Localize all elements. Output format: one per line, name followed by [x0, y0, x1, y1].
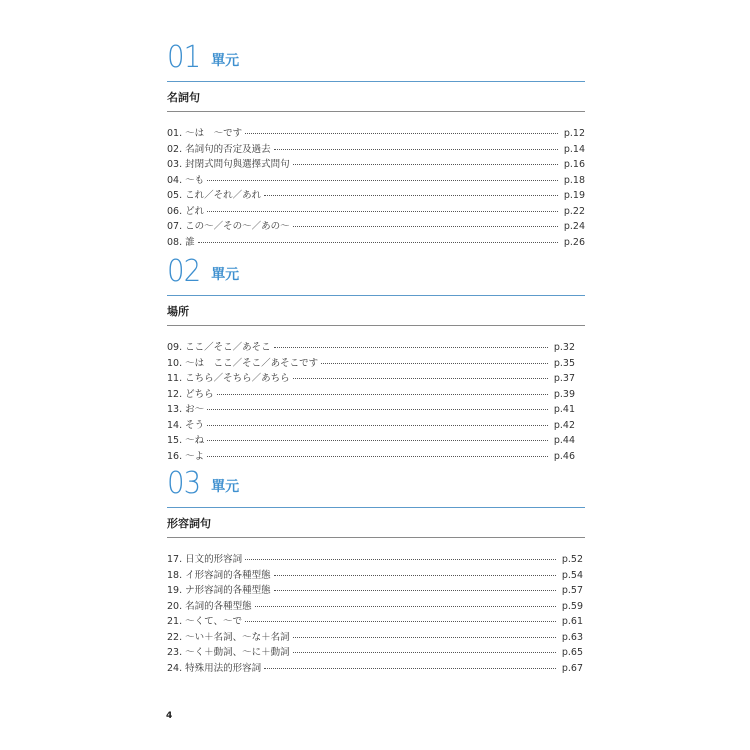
toc-entry-page: p.65 [561, 647, 583, 658]
toc-entry[interactable] [167, 417, 575, 433]
toc-entry-page: p.14 [563, 143, 585, 155]
unit-03 [167, 466, 585, 675]
section-title: 名詞句 [167, 91, 200, 104]
dot-leader [293, 164, 558, 165]
toc-entry-title: 01. ～は ～です [167, 128, 243, 139]
dot-leader [245, 133, 558, 134]
toc-entry-title: 16. ～よ [167, 450, 205, 462]
toc-entry-title: 20. 名詞的各種型態 [167, 600, 252, 612]
dot-leader [255, 606, 556, 607]
dot-leader [217, 394, 548, 395]
toc-entry-page: p.22 [563, 205, 585, 217]
toc-entry-page: p.59 [561, 600, 583, 612]
toc-list [167, 125, 585, 249]
dot-leader [274, 149, 558, 150]
toc-entry[interactable] [167, 218, 585, 234]
unit-number: 03 [167, 466, 201, 501]
toc-entry-page: p.42 [553, 419, 575, 431]
toc-entry-page: p.26 [563, 236, 585, 248]
toc-entry[interactable] [167, 613, 583, 629]
toc-entry[interactable] [167, 156, 585, 172]
unit-number: 02 [167, 254, 201, 289]
toc-entry-title: 12. どちら [167, 388, 214, 400]
toc-entry[interactable] [167, 125, 585, 141]
toc-entry-title: 08. 誰 [167, 236, 195, 248]
section-divider [167, 111, 585, 112]
dot-leader [207, 440, 548, 441]
dot-leader [274, 347, 548, 348]
dot-leader [274, 575, 556, 576]
toc-entry-page: p.54 [561, 569, 583, 581]
toc-entry[interactable] [167, 172, 585, 188]
unit-label: 單元 [211, 479, 240, 495]
page-number: 4 [166, 711, 173, 721]
toc-entry-title: 06. どれ [167, 205, 205, 217]
toc-entry-page: p.12 [563, 128, 585, 139]
toc-entry-title: 10. ～は ここ／そこ／あそこです [167, 357, 319, 369]
dot-leader [293, 226, 558, 227]
toc-entry-page: p.16 [563, 159, 585, 170]
toc-entry-title: 03. 封閉式問句與選擇式問句 [167, 159, 290, 170]
dot-leader [207, 409, 548, 410]
toc-entry-page: p.57 [561, 585, 583, 596]
section-divider [167, 325, 585, 326]
toc-entry-page: p.46 [553, 450, 575, 462]
unit-label: 單元 [211, 53, 240, 69]
toc-entry-title: 14. そう [167, 419, 205, 431]
toc-list [167, 551, 585, 675]
dot-leader [198, 242, 558, 243]
toc-entry[interactable] [167, 551, 583, 567]
toc-entry-title: 18. イ形容詞的各種型態 [167, 569, 271, 581]
dot-leader [264, 195, 558, 196]
toc-entry[interactable] [167, 339, 575, 355]
toc-entry[interactable] [167, 370, 575, 386]
toc-entry-page: p.24 [563, 221, 585, 232]
dot-leader [293, 378, 548, 379]
toc-entry-title: 21. ～くて、～で [167, 616, 242, 627]
section-title: 場所 [167, 305, 189, 318]
toc-entry-page: p.63 [561, 631, 583, 643]
toc-entry-page: p.37 [553, 373, 575, 384]
unit-divider [167, 507, 585, 508]
toc-entry-page: p.44 [553, 435, 575, 446]
dot-leader [264, 668, 556, 669]
toc-entry-page: p.39 [553, 388, 575, 400]
toc-entry-page: p.35 [553, 357, 575, 369]
unit-heading [167, 466, 585, 499]
toc-entry-page: p.32 [553, 342, 575, 353]
toc-entry[interactable] [167, 567, 583, 583]
dot-leader [274, 590, 556, 591]
toc-entry[interactable] [167, 598, 583, 614]
unit-divider [167, 81, 585, 82]
toc-entry[interactable] [167, 448, 575, 464]
toc-entry-title: 09. ここ／そこ／あそこ [167, 342, 271, 353]
toc-entry-page: p.52 [561, 554, 583, 565]
toc-entry[interactable] [167, 582, 583, 598]
toc-entry-title: 24. 特殊用法的形容詞 [167, 662, 262, 674]
toc-entry-title: 17. 日文的形容詞 [167, 554, 243, 565]
toc-entry-title: 02. 名詞句的否定及過去 [167, 143, 271, 155]
dot-leader [293, 637, 556, 638]
toc-entry[interactable] [167, 203, 585, 219]
unit-01 [167, 40, 585, 249]
unit-divider [167, 295, 585, 296]
toc-entry[interactable] [167, 644, 583, 660]
toc-entry[interactable] [167, 355, 575, 371]
toc-entry-title: 07. この～／その～／あの～ [167, 221, 290, 232]
toc-entry-title: 04. ～も [167, 174, 205, 186]
toc-entry-title: 05. これ／それ／あれ [167, 190, 262, 201]
toc-entry-page: p.18 [563, 174, 585, 186]
toc-entry-title: 23. ～く＋動詞、～に＋動詞 [167, 647, 290, 658]
section-title: 形容詞句 [167, 517, 211, 530]
dot-leader [207, 211, 558, 212]
toc-entry-title: 19. ナ形容詞的各種型態 [167, 585, 271, 596]
section-divider [167, 537, 585, 538]
toc-entry-title: 15. ～ね [167, 435, 205, 446]
toc-entry-title: 11. こちら／そちら／あちら [167, 373, 290, 384]
dot-leader [245, 559, 556, 560]
unit-number: 01 [167, 40, 201, 75]
toc-entry[interactable] [167, 660, 583, 676]
unit-heading [167, 254, 585, 287]
toc-entry-page: p.19 [563, 190, 585, 201]
toc-entry-page: p.67 [561, 662, 583, 674]
toc-entry-title: 22. ～い＋名詞、～な＋名詞 [167, 631, 290, 643]
unit-02 [167, 254, 585, 463]
dot-leader [207, 456, 548, 457]
dot-leader [245, 621, 556, 622]
toc-entry-page: p.41 [553, 404, 575, 415]
toc-entry[interactable] [167, 432, 575, 448]
toc-entry[interactable] [167, 629, 583, 645]
toc-entry[interactable] [167, 401, 575, 417]
toc-list [167, 339, 585, 463]
unit-heading [167, 40, 585, 73]
toc-entry[interactable] [167, 187, 585, 203]
toc-entry[interactable] [167, 141, 585, 157]
dot-leader [207, 180, 558, 181]
toc-entry[interactable] [167, 234, 585, 250]
toc-entry-title: 13. お～ [167, 404, 205, 415]
dot-leader [321, 363, 548, 364]
dot-leader [207, 425, 548, 426]
toc-entry[interactable] [167, 386, 575, 402]
toc-entry-page: p.61 [561, 616, 583, 627]
unit-label: 單元 [211, 267, 240, 283]
dot-leader [293, 652, 556, 653]
